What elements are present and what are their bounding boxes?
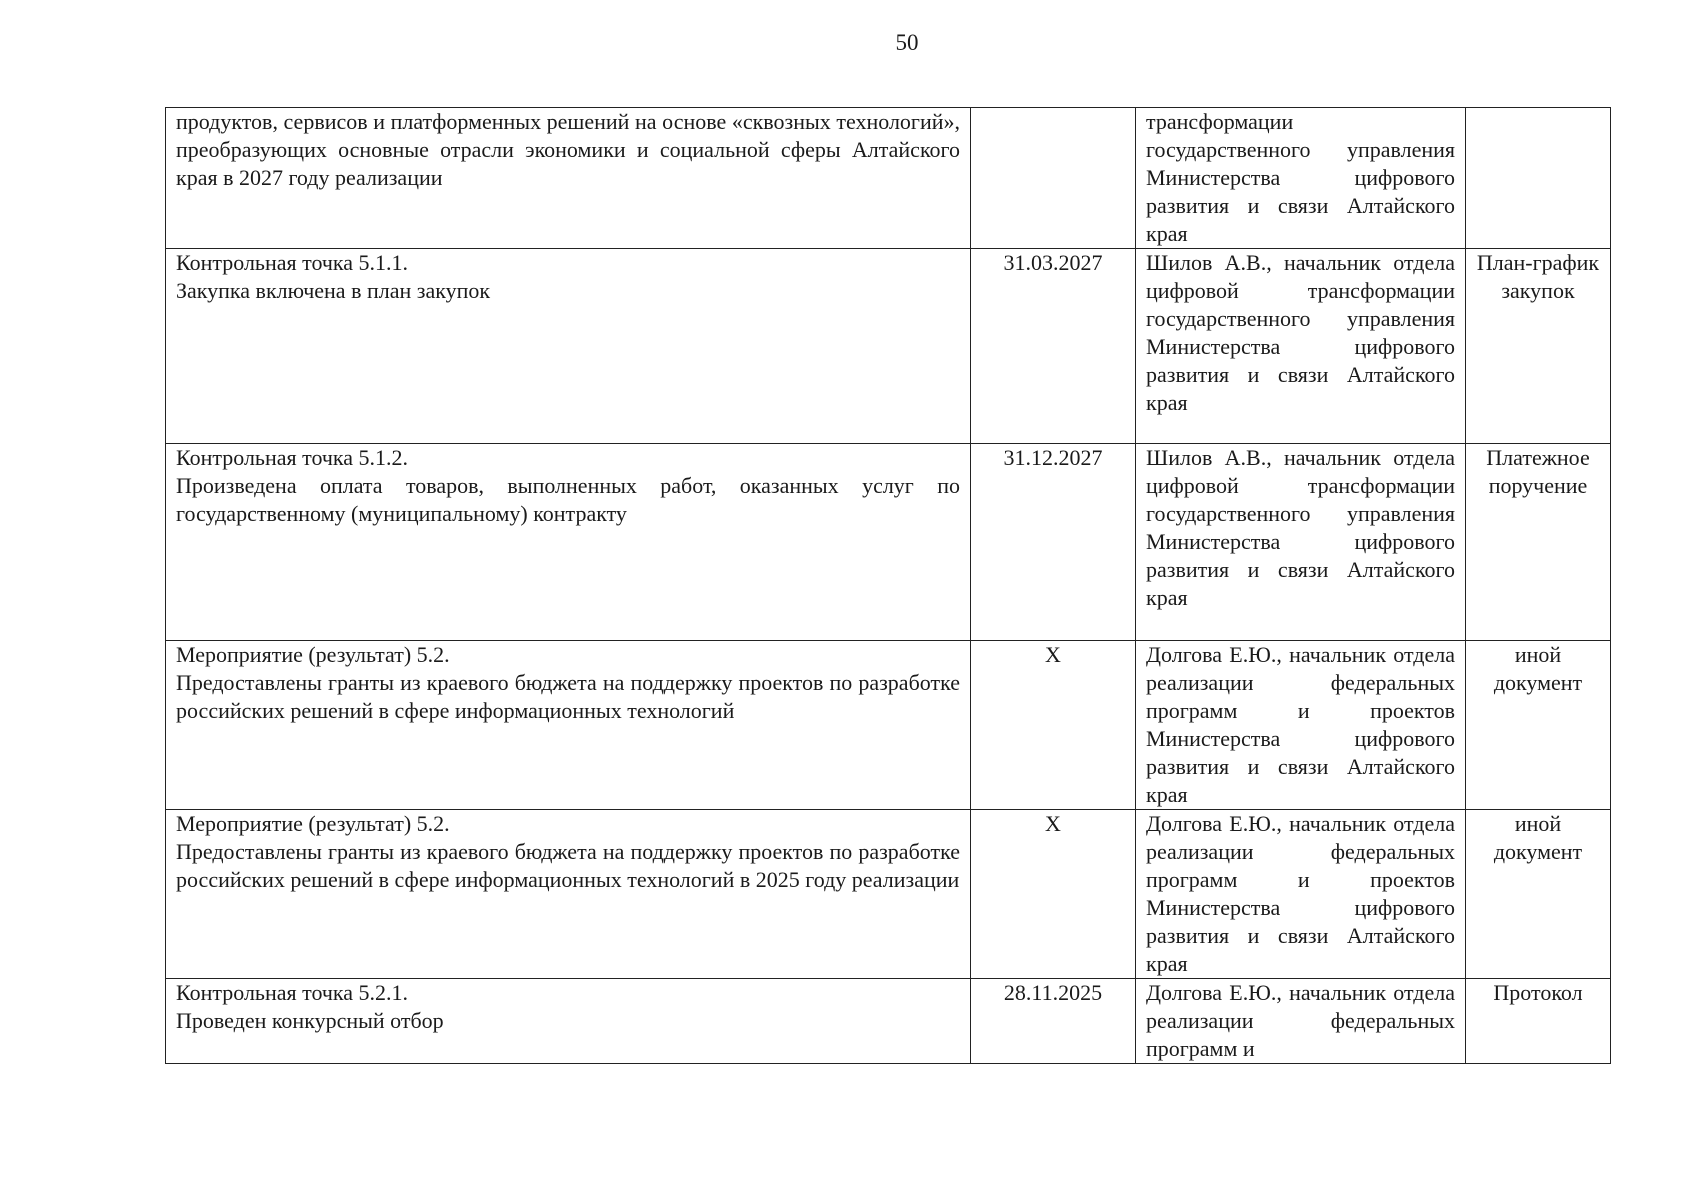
date-cell: 31.12.2027 bbox=[971, 444, 1136, 641]
document-cell: План-график закупок bbox=[1466, 249, 1611, 444]
description-text: Предоставлены гранты из краевого бюджета на поддержку проектов по разработке российских решений в сфере информационных технологий в 2025 году реализации bbox=[176, 839, 960, 892]
description-cell bbox=[166, 641, 971, 810]
table-row bbox=[166, 979, 1611, 1064]
document-cell: иной документ bbox=[1466, 641, 1611, 810]
date-cell: 31.03.2027 bbox=[971, 249, 1136, 444]
row-heading: Мероприятие (результат) 5.2. bbox=[176, 811, 450, 836]
description-cell bbox=[166, 108, 971, 249]
responsible-cell: Долгова Е.Ю., начальник отдела реализации федеральных программ и bbox=[1136, 979, 1466, 1064]
responsible-cell: Долгова Е.Ю., начальник отдела реализации федеральных программ и проектов Министерства цифрового развития и связи Алтайского края bbox=[1136, 641, 1466, 810]
description-cell bbox=[166, 249, 971, 444]
responsible-cell: Шилов А.В., начальник отдела цифровой трансформации государственного управления Министерства цифрового развития и связи Алтайского края bbox=[1136, 249, 1466, 444]
document-cell: Платежное поручение bbox=[1466, 444, 1611, 641]
description-text: Произведена оплата товаров, выполненных работ, оказанных услуг по государственному (муниципальному) контракту bbox=[176, 473, 960, 526]
date-cell: Х bbox=[971, 641, 1136, 810]
description-cell bbox=[166, 444, 971, 641]
page-number: 50 bbox=[895, 30, 919, 55]
responsible-cell: Долгова Е.Ю., начальник отдела реализации федеральных программ и проектов Министерства цифрового развития и связи Алтайского края bbox=[1136, 810, 1466, 979]
plan-table bbox=[165, 107, 1611, 1064]
date-cell bbox=[971, 108, 1136, 249]
description-text: Предоставлены гранты из краевого бюджета на поддержку проектов по разработке российских решений в сфере информационных технологий bbox=[176, 670, 960, 723]
description-text: продуктов, сервисов и платформенных решений на основе «сквозных технологий», преобразующих основные отрасли экономики и социальной сферы Алтайского края в 2027 году реализации bbox=[176, 109, 960, 190]
row-heading: Мероприятие (результат) 5.2. bbox=[176, 642, 450, 667]
table-row bbox=[166, 641, 1611, 810]
description-cell bbox=[166, 810, 971, 979]
description-text: Проведен конкурсный отбор bbox=[176, 1008, 444, 1033]
document-cell bbox=[1466, 108, 1611, 249]
table-row bbox=[166, 444, 1611, 641]
row-heading: Контрольная точка 5.1.1. bbox=[176, 250, 409, 275]
row-heading: Контрольная точка 5.1.2. bbox=[176, 445, 409, 470]
row-heading: Контрольная точка 5.2.1. bbox=[176, 980, 409, 1005]
responsible-cell: Шилов А.В., начальник отдела цифровой трансформации государственного управления Министерства цифрового развития и связи Алтайского края bbox=[1136, 444, 1466, 641]
table-row bbox=[166, 108, 1611, 249]
description-cell bbox=[166, 979, 971, 1064]
date-cell: Х bbox=[971, 810, 1136, 979]
description-text: Закупка включена в план закупок bbox=[176, 278, 491, 303]
table-row bbox=[166, 810, 1611, 979]
responsible-cell: трансформации государственного управления Министерства цифрового развития и связи Алтайского края bbox=[1136, 108, 1466, 249]
table-row bbox=[166, 249, 1611, 444]
date-cell: 28.11.2025 bbox=[971, 979, 1136, 1064]
document-cell: иной документ bbox=[1466, 810, 1611, 979]
document-cell: Протокол bbox=[1466, 979, 1611, 1064]
